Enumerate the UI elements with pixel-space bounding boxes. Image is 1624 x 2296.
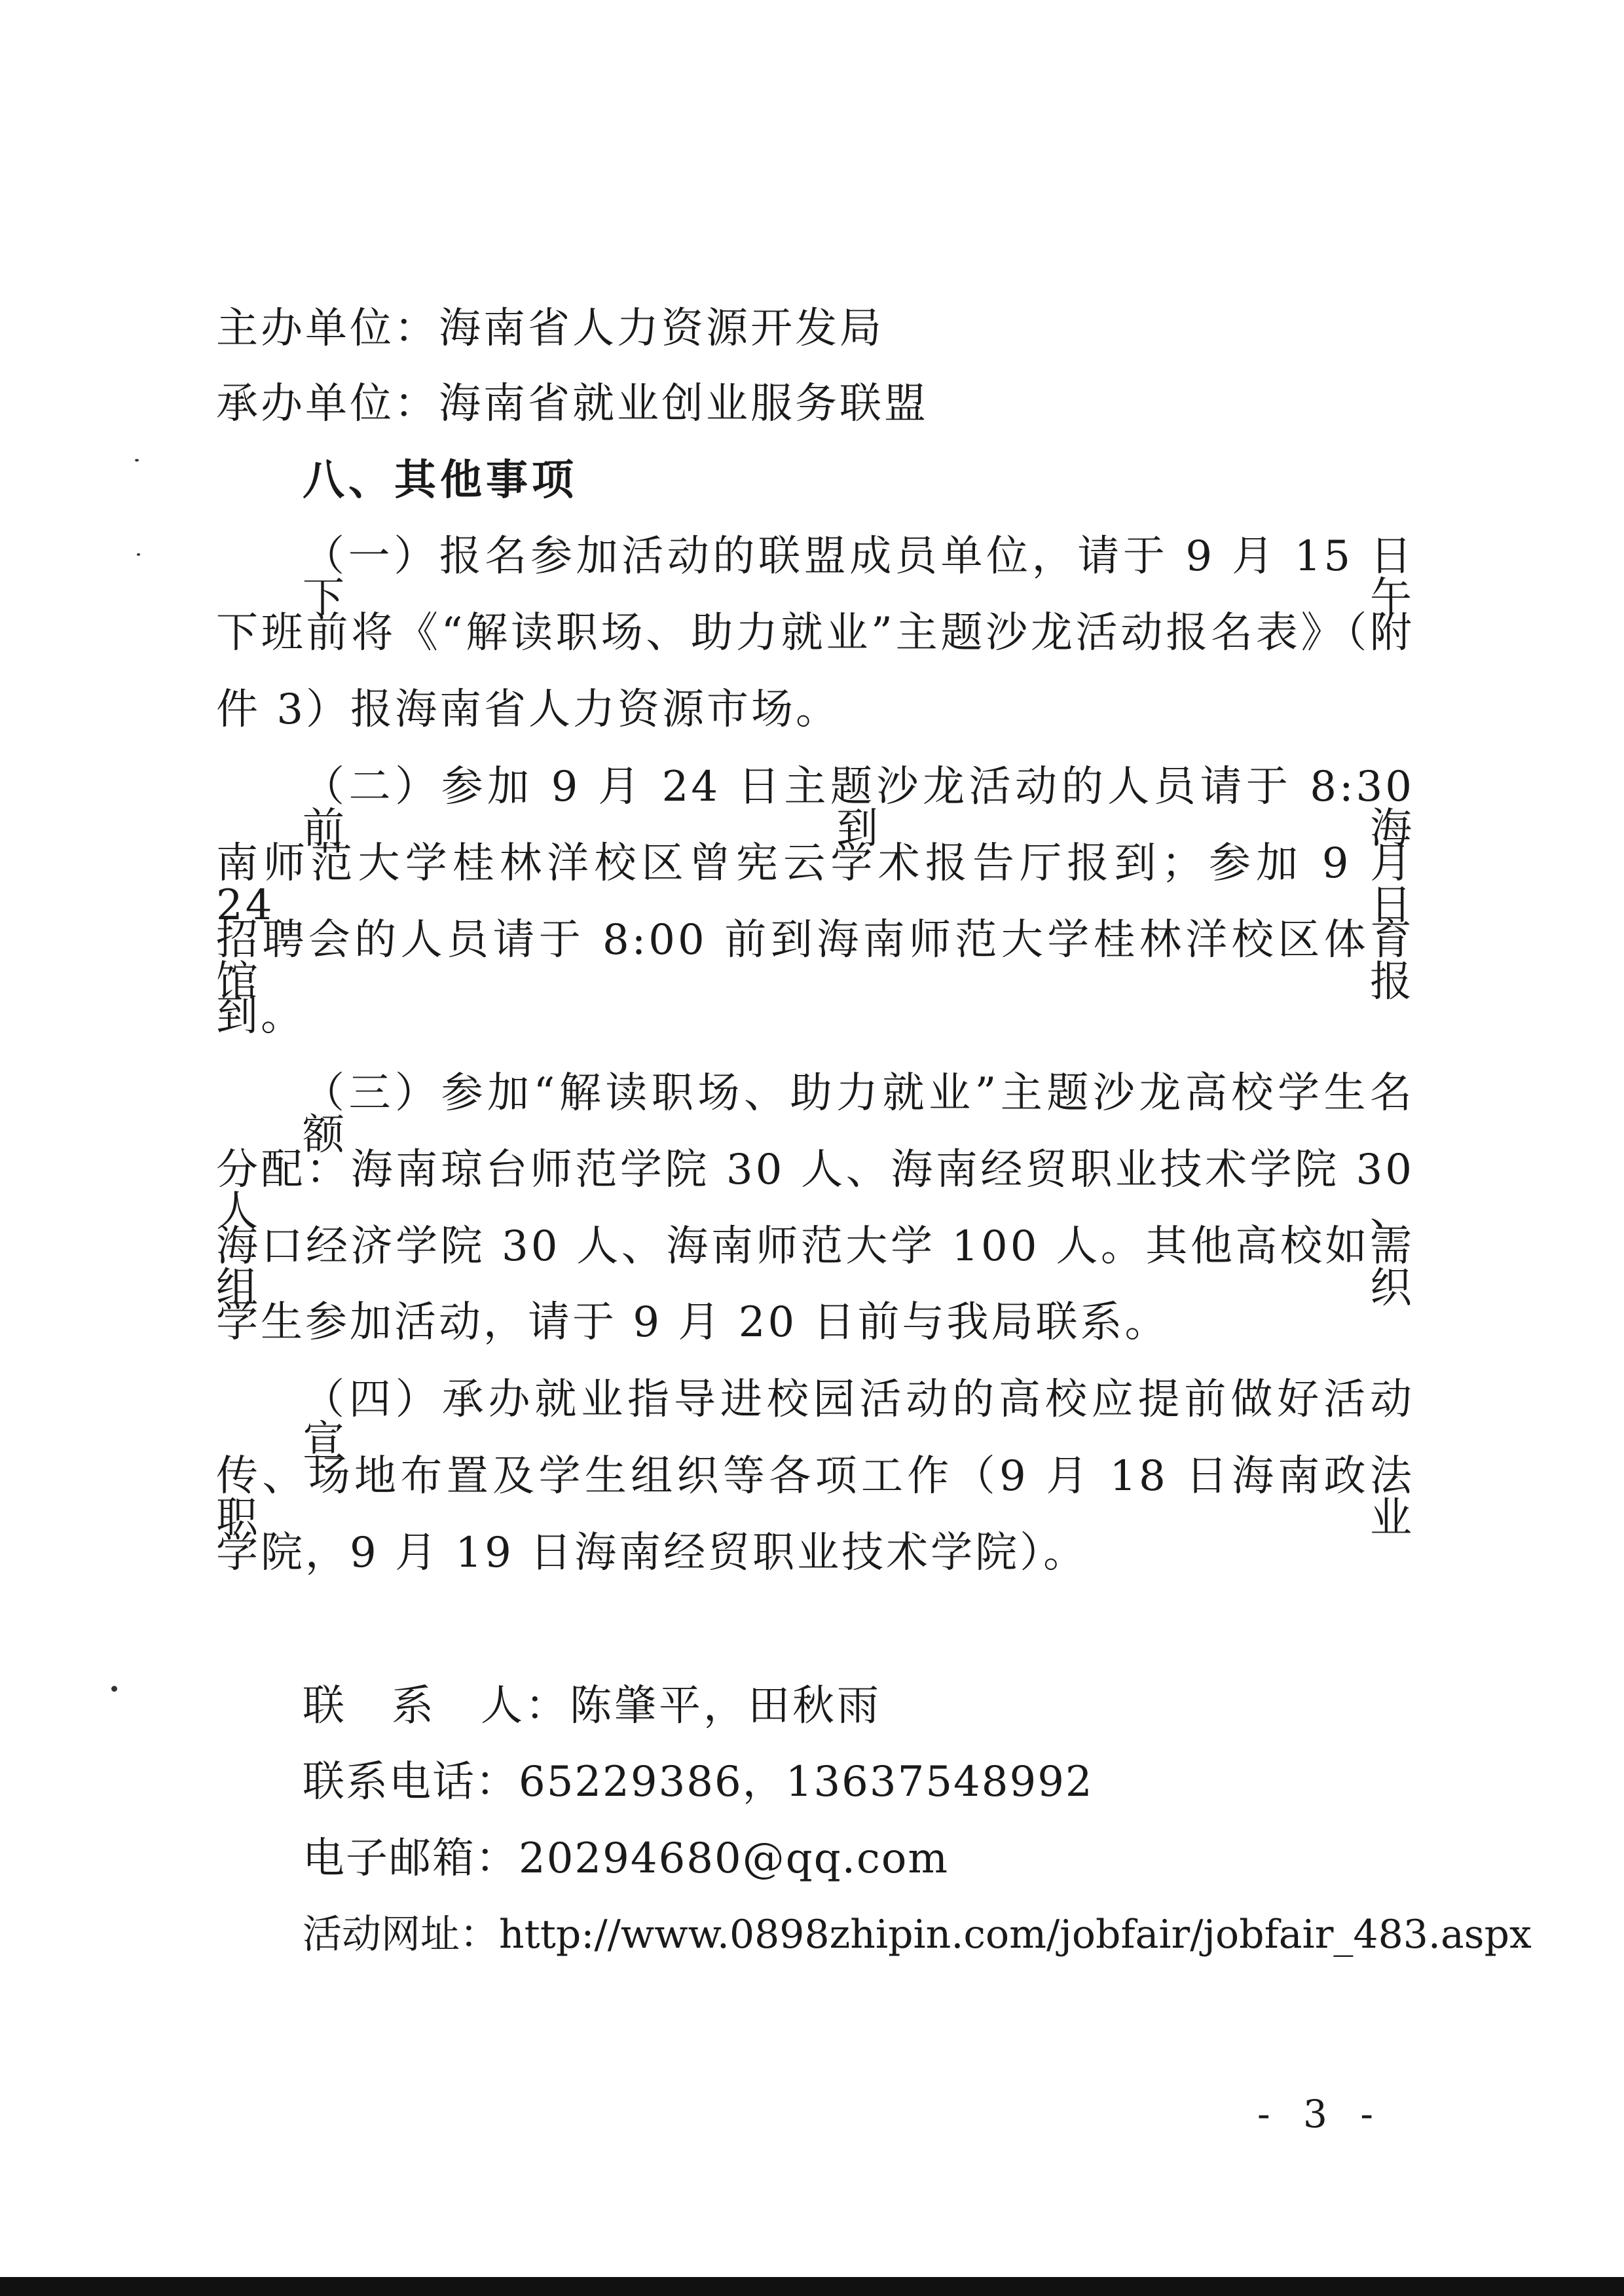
item3-line-3: 海口经济学院 30 人、海南师范大学 100 人。其他高校如需组织 xyxy=(216,1222,1414,1313)
contact-email-line: 电子邮箱：20294680@qq.com xyxy=(303,1834,950,1883)
organizer-line: 主办单位：海南省人力资源开发局 xyxy=(216,304,884,353)
item3-line-1: （三）参加“解读职场、助力就业”主题沙龙高校学生名额 xyxy=(303,1069,1414,1159)
page-number: - 3 - xyxy=(1257,2092,1384,2136)
scan-speck xyxy=(135,459,139,462)
item1-line-1: （一）报名参加活动的联盟成员单位，请于 9 月 15 日下午 xyxy=(303,532,1414,623)
item4-line-2: 传、场地布置及学生组织等各项工作（9 月 18 日海南政法职业 xyxy=(216,1452,1414,1542)
item4-line-1: （四）承办就业指导进校园活动的高校应提前做好活动宣 xyxy=(303,1376,1414,1466)
activity-url-line: 活动网址：http://www.0898zhipin.com/jobfair/jobfair_483.aspx xyxy=(303,1912,1532,1958)
contact-person-line: 联 系 人：陈肇平，田秋雨 xyxy=(303,1682,881,1730)
contact-phone-line: 联系电话：65229386，13637548992 xyxy=(303,1758,1094,1806)
item2-line-3: 招聘会的人员请于 8:00 前到海南师范大学桂林洋校区体育馆报 xyxy=(216,916,1414,1006)
scan-bottom-edge xyxy=(0,2277,1624,2296)
item1-line-3: 件 3）报海南省人力资源市场。 xyxy=(216,685,841,734)
item2-line-2: 南师范大学桂林洋校区曾宪云学术报告厅报到；参加 9 月 24 日 xyxy=(216,839,1414,930)
item3-line-2: 分配：海南琼台师范学院 30 人、海南经贸职业技术学院 30 人、 xyxy=(216,1146,1414,1236)
item3-line-4: 学生参加活动，请于 9 月 20 日前与我局联系。 xyxy=(216,1298,1170,1347)
item1-line-2: 下班前将《“解读职场、助力就业”主题沙龙活动报名表》（附 xyxy=(216,609,1414,657)
coorganizer-line: 承办单位：海南省就业创业服务联盟 xyxy=(216,380,929,428)
item2-line-4: 到。 xyxy=(216,992,305,1040)
scan-speck xyxy=(111,1686,117,1692)
section-heading: 八、其他事项 xyxy=(303,456,578,505)
item2-line-1: （二）参加 9 月 24 日主题沙龙活动的人员请于 8:30 前到海 xyxy=(303,763,1414,853)
scan-speck xyxy=(137,553,140,556)
item4-line-3: 学院，9 月 19 日海南经贸职业技术学院）。 xyxy=(216,1529,1088,1577)
